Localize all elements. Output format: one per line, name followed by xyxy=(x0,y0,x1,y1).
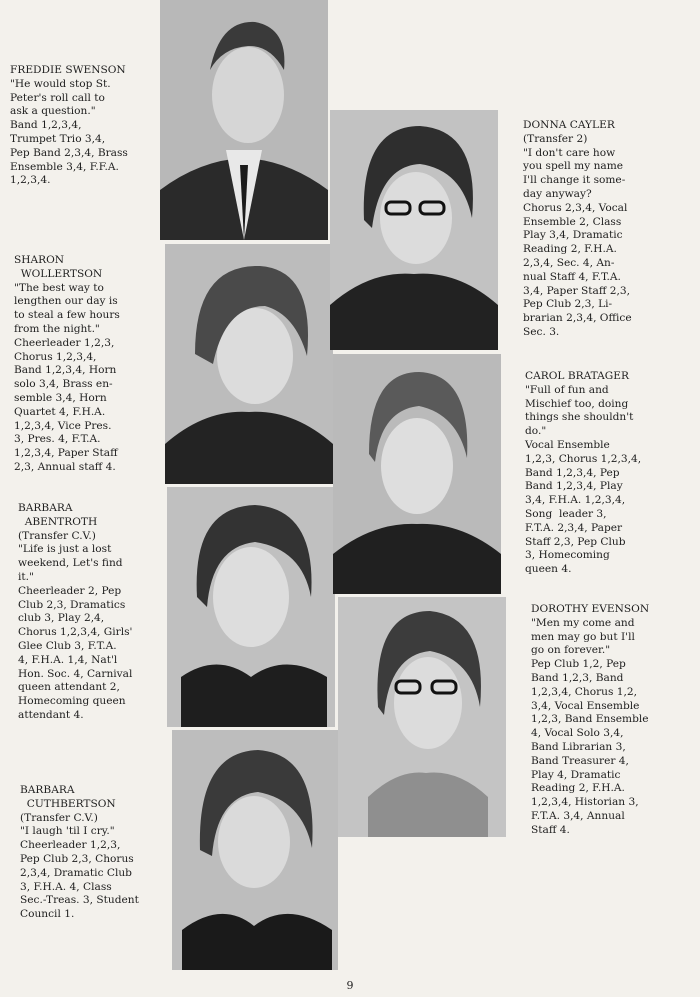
portrait-dorothy-evenson xyxy=(338,597,506,837)
bio-line: Mischief too, doing xyxy=(525,397,629,410)
bio-line: Pep Club 1,2, Pep xyxy=(531,658,626,671)
bio-line: Play 3,4, Dramatic xyxy=(523,229,623,242)
bio-line: Staff 4. xyxy=(531,823,570,836)
bio-line: F.T.A. 3,4, Annual xyxy=(531,809,625,822)
bio-line: F.T.A. 2,3,4, Paper xyxy=(525,521,623,534)
bio-line: "Full of fun and xyxy=(525,383,609,396)
bio-line: it." xyxy=(18,570,34,583)
bio-line: "I don't care how xyxy=(523,146,616,159)
portrait-carol-bratager xyxy=(333,354,501,594)
bio-line: Band Librarian 3, xyxy=(531,740,626,753)
bio-line: (Transfer C.V.) xyxy=(20,811,98,824)
student-name: BARBARA xyxy=(20,784,75,796)
bio-line: Pep Club 2,3, Chorus xyxy=(20,852,134,865)
bio-line: Cheerleader 2, Pep xyxy=(18,584,122,597)
bio-sharon-wollertson xyxy=(14,254,120,475)
bio-line: solo 3,4, Brass en- xyxy=(14,378,113,391)
bio-line: 1,2,3,4. xyxy=(10,174,51,187)
bio-line: Ensemble 2, Class xyxy=(523,215,622,228)
portrait-barbara-abentroth xyxy=(167,487,335,727)
bio-line: club 3, Play 2,4, xyxy=(18,612,105,625)
student-name: DONNA CAYLER xyxy=(523,119,615,131)
bio-line: Cheerleader 1,2,3, xyxy=(14,336,115,349)
bio-line: Ensemble 3,4, F.F.A. xyxy=(10,160,119,173)
bio-line: I'll change it some- xyxy=(523,174,626,187)
bio-line: Band 1,2,3,4, Play xyxy=(525,480,623,493)
bio-line: 3,4, Paper Staff 2,3, xyxy=(523,284,630,297)
bio-line: "The best way to xyxy=(14,281,104,294)
bio-line: men may go but I'll xyxy=(531,630,635,643)
bio-line: Reading 2, F.H.A. xyxy=(531,782,625,795)
bio-line: Band 1,2,3,4, xyxy=(10,119,82,132)
bio-line: Cheerleader 1,2,3, xyxy=(20,839,121,852)
bio-line: to steal a few hours xyxy=(14,309,120,322)
student-name: CAROL BRATAGER xyxy=(525,370,629,382)
bio-line: Homecoming queen xyxy=(18,695,126,708)
bio-line: Reading 2, F.H.A. xyxy=(523,243,617,256)
bio-line: CUTHBERTSON xyxy=(20,797,116,810)
bio-line: 3,4, F.H.A. 1,2,3,4, xyxy=(525,494,626,507)
bio-line: Band 1,2,3, Band xyxy=(531,671,624,684)
bio-line: ABENTROTH xyxy=(18,515,98,528)
bio-line: Council 1. xyxy=(20,908,75,921)
bio-donna-cayler xyxy=(523,119,632,340)
bio-line: Pep Club 2,3, Li- xyxy=(523,298,613,311)
bio-line: Song leader 3, xyxy=(525,507,607,520)
bio-line: Club 2,3, Dramatics xyxy=(18,598,126,611)
bio-line: (Transfer C.V.) xyxy=(18,529,96,542)
bio-line: 1,2,3,4, Historian 3, xyxy=(531,796,639,809)
student-name: FREDDIE SWENSON xyxy=(10,64,126,76)
bio-line: do." xyxy=(525,425,547,438)
bio-line: 1,2,3, Band Ensemble xyxy=(531,713,649,726)
bio-line: from the night." xyxy=(14,322,100,335)
bio-line: "I laugh 'til I cry." xyxy=(20,825,115,838)
portrait-donna-cayler xyxy=(330,110,498,350)
bio-line: "He would stop St. xyxy=(10,77,111,90)
bio-line: Pep Band 2,3,4, Brass xyxy=(10,146,128,159)
bio-line: nual Staff 4, F.T.A. xyxy=(523,270,621,283)
bio-line: "Men my come and xyxy=(531,616,635,629)
bio-line: Chorus 1,2,3,4, Girls' xyxy=(18,626,133,639)
bio-line: 3,4, Vocal Ensemble xyxy=(531,699,640,712)
bio-line: Sec. 3. xyxy=(523,325,560,338)
bio-line: things she shouldn't xyxy=(525,411,634,424)
bio-freddie-swenson xyxy=(10,64,128,188)
portrait-freddie-swenson xyxy=(160,0,328,240)
bio-line: Band 1,2,3,4, Pep xyxy=(525,466,620,479)
bio-line: 4, F.H.A. 1,4, Nat'l xyxy=(18,653,118,666)
bio-line: Band 1,2,3,4, Horn xyxy=(14,364,117,377)
bio-barbara-cuthbertson xyxy=(20,784,139,922)
bio-line: you spell my name xyxy=(523,160,624,173)
bio-line: 1,2,3,4, Paper Staff xyxy=(14,447,118,460)
bio-barbara-abentroth xyxy=(18,502,132,723)
bio-line: Play 4, Dramatic xyxy=(531,768,621,781)
bio-line: 1,2,3, Chorus 1,2,3,4, xyxy=(525,452,642,465)
bio-line: Hon. Soc. 4, Carnival xyxy=(18,667,133,680)
bio-line: 2,3, Annual staff 4. xyxy=(14,460,116,473)
bio-line: 2,3,4, Sec. 4, An- xyxy=(523,256,615,269)
bio-carol-bratager xyxy=(525,370,641,577)
bio-line: WOLLERTSON xyxy=(14,267,103,280)
bio-line: Peter's roll call to xyxy=(10,91,105,104)
portrait-barbara-cuthbertson xyxy=(172,730,338,970)
portrait-sharon-wollertson xyxy=(165,244,333,484)
bio-line: Chorus 1,2,3,4, xyxy=(14,350,97,363)
bio-line: attendant 4. xyxy=(18,708,84,721)
bio-line: "Life is just a lost xyxy=(18,543,112,556)
bio-line: queen 4. xyxy=(525,563,572,576)
bio-line: day anyway? xyxy=(523,187,592,200)
student-name: SHARON xyxy=(14,254,65,266)
bio-line: go on forever." xyxy=(531,644,611,657)
bio-line: 3, Homecoming xyxy=(525,549,610,562)
bio-line: Quartet 4, F.H.A. xyxy=(14,405,106,418)
bio-line: Chorus 2,3,4, Vocal xyxy=(523,201,628,214)
bio-line: queen attendant 2, xyxy=(18,681,120,694)
bio-line: lengthen our day is xyxy=(14,295,118,308)
bio-line: Sec.-Treas. 3, Student xyxy=(20,894,139,907)
bio-line: ask a question." xyxy=(10,105,96,118)
page-number: 9 xyxy=(346,979,354,992)
bio-line: semble 3,4, Horn xyxy=(14,391,107,404)
bio-line: 3, Pres. 4, F.T.A. xyxy=(14,433,101,446)
bio-dorothy-evenson xyxy=(531,603,649,838)
bio-line: 1,2,3,4, Chorus 1,2, xyxy=(531,685,638,698)
bio-line: 2,3,4, Dramatic Club xyxy=(20,866,132,879)
bio-line: weekend, Let's find xyxy=(18,557,123,570)
bio-line: Band Treasurer 4, xyxy=(531,754,629,767)
bio-line: Trumpet Trio 3,4, xyxy=(10,132,106,145)
bio-line: 1,2,3,4, Vice Pres. xyxy=(14,419,112,432)
bio-line: 3, F.H.A. 4, Class xyxy=(20,880,112,893)
bio-line: Staff 2,3, Pep Club xyxy=(525,535,626,548)
student-name: DOROTHY EVENSON xyxy=(531,603,650,615)
bio-line: Glee Club 3, F.T.A. xyxy=(18,639,117,652)
bio-line: brarian 2,3,4, Office xyxy=(523,312,632,325)
bio-line: 4, Vocal Solo 3,4, xyxy=(531,727,624,740)
bio-line: (Transfer 2) xyxy=(523,132,588,145)
bio-line: Vocal Ensemble xyxy=(525,438,610,451)
student-name: BARBARA xyxy=(18,502,73,514)
